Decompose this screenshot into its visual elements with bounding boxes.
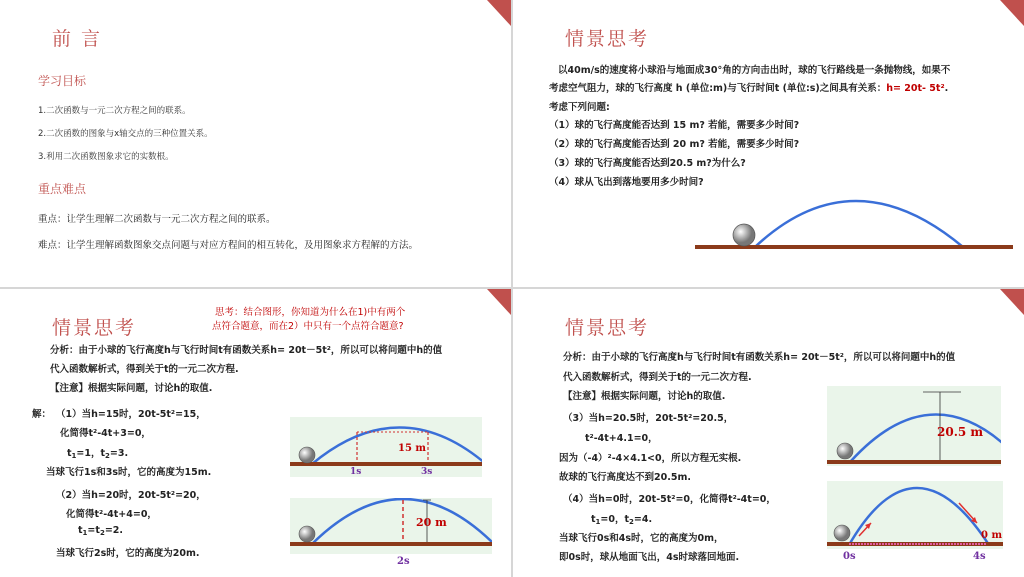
analysis-text: 代入函数解析式，得到关于t的一元二次方程. (50, 364, 239, 375)
solution-line: 当球飞行0s和4s时，它的高度为0m， (559, 533, 724, 544)
section-heading-key: 重点难点 (38, 182, 87, 196)
slide-scenario-3 (513, 289, 1024, 577)
section-heading-goals: 学习目标 (38, 74, 87, 88)
question-item: （4）球从飞出到落地要用多少时间? (549, 177, 704, 188)
slide-scenario-2 (0, 289, 511, 577)
slide-title: 情景思考 (565, 28, 650, 50)
figure-15m (290, 417, 482, 477)
time-label: 2s (397, 556, 410, 567)
goal-item: 3.利用二次函数图象求它的实数根。 (38, 152, 174, 162)
trajectory-figure (693, 195, 1013, 255)
solution-line: （4）当h=0时，20t-5t²=0，化简得t²-4t=0， (563, 494, 776, 505)
solution-line: 当球飞行2s时，它的高度为20m. (56, 548, 200, 559)
height-label: 20 m (416, 516, 447, 529)
analysis-text: 分析：由于小球的飞行高度h与飞行时间t有函数关系h= 20t－5t²，所以可以将问题中h的值 (563, 352, 956, 363)
time-label: 4s (973, 551, 986, 562)
formula: h= 20t- 5t² (886, 83, 945, 94)
problem-text: 考虑空气阻力，球的飞行高度 h (单位:m)与飞行时间t (单位:s)之间具有关系：h= 20t- 5t². (549, 83, 949, 94)
height-label: 15 m (398, 443, 426, 454)
solution-line: （2）当h=20时，20t-5t²=20， (56, 490, 206, 501)
solution-line: 化简得t²-4t+3=0， (60, 428, 151, 439)
analysis-text: 代入函数解析式，得到关于t的一元二次方程. (563, 372, 752, 383)
difficulty-point: 难点：让学生理解函数图象交点问题与对应方程间的相互转化，及用图象求方程解的方法。 (38, 240, 419, 251)
time-label: 3s (421, 467, 433, 477)
solution-label: 解： (32, 409, 52, 420)
note-text: 【注意】根据实际问题，讨论h的取值. (50, 383, 213, 394)
corner-decoration-icon (473, 289, 511, 315)
problem-text: 以40m/s的速度将小球沿与地面成30°角的方向击出时，球的飞行路线是一条抛物线，如果不 (558, 65, 951, 76)
key-point: 重点：让学生理解二次函数与一元二次方程之间的联系。 (38, 214, 276, 225)
goal-item: 2.二次函数的图象与x轴交点的三种位置关系。 (38, 129, 213, 139)
think-note: 思考：结合图形，你知道为什么在1)中有两个 (215, 307, 406, 318)
question-item: （1）球的飞行高度能否达到 15 m? 若能，需要多少时间? (549, 120, 800, 131)
corner-decoration-icon (986, 0, 1024, 26)
solution-line: 化简得t²-4t+4=0， (66, 509, 157, 520)
think-note: 点符合题意，而在2）中只有一个点符合题意? (212, 321, 404, 332)
slide-title: 前 言 (52, 28, 103, 50)
solution-line: $t_1=0$，$t_2=4$. (591, 514, 653, 526)
solution-line: t²-4t+4.1=0， (585, 433, 658, 444)
solution-line: $t_1=t_2=2$. (78, 525, 123, 537)
figure-20m (290, 498, 492, 568)
question-item: （2）球的飞行高度能否达到 20 m? 若能，需要多少时间? (549, 139, 800, 150)
figure-20-5m (827, 386, 1001, 466)
solution-line: 故球的飞行高度达不到20.5m. (559, 472, 691, 483)
solution-line: 因为（-4）²-4×4.1<0，所以方程无实根. (559, 453, 742, 464)
time-label: 0s (843, 551, 856, 562)
slide-title: 情景思考 (52, 317, 137, 339)
corner-decoration-icon (986, 289, 1024, 315)
analysis-text: 分析：由于小球的飞行高度h与飞行时间t有函数关系h= 20t－5t²，所以可以将问题中h的值 (50, 345, 443, 356)
problem-text: 考虑下列问题: (549, 102, 610, 113)
figure-0m (827, 481, 1003, 563)
note-text: 【注意】根据实际问题，讨论h的取值. (563, 391, 726, 402)
goal-item: 1.二次函数与一元二次方程之间的联系。 (38, 106, 191, 116)
solution-line: 当球飞行1s和3s时，它的高度为15m. (46, 467, 212, 478)
slide-title: 情景思考 (565, 317, 650, 339)
height-label: 0 m (981, 530, 1003, 541)
corner-decoration-icon (473, 0, 511, 26)
solution-line: （1）当h=15时，20t-5t²=15， (56, 409, 206, 420)
question-item: （3）球的飞行高度能否达到20.5 m?为什么? (549, 158, 746, 169)
solution-line: （3）当h=20.5时，20t-5t²=20.5， (563, 413, 734, 424)
slide-scenario-1 (513, 0, 1024, 287)
height-label: 20.5 m (937, 425, 984, 439)
solution-line: $t_1=1$，$t_2=3$. (67, 448, 129, 460)
solution-line: 即0s时，球从地面飞出，4s时球落回地面. (559, 552, 740, 563)
time-label: 1s (350, 467, 362, 477)
slide-preface (0, 0, 511, 287)
